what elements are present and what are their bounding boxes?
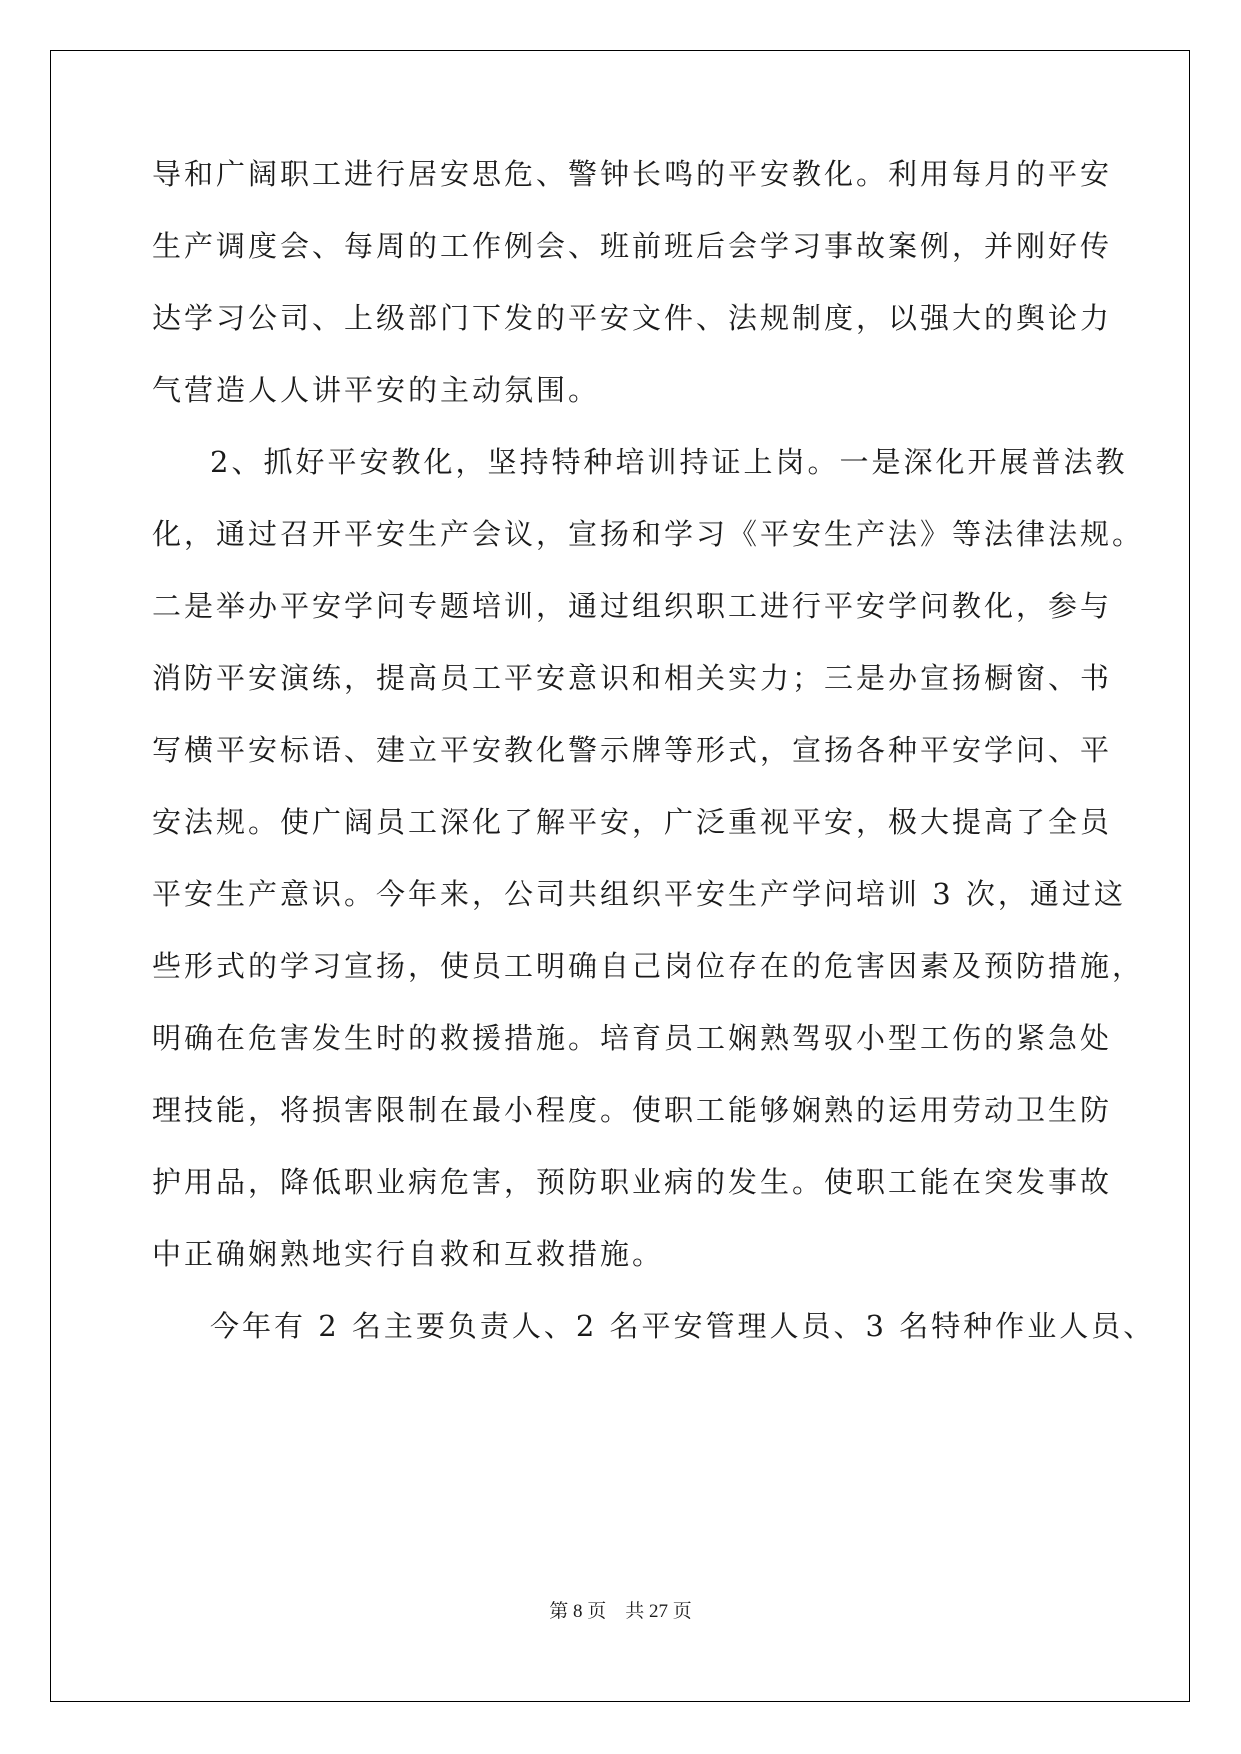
paragraph-start-line: 2、抓好平安教化，坚持特种培训持证上岗。一是深化开展普法教 [210,445,1128,479]
text-line: 写横平安标语、建立平安教化警示牌等形式，宣扬各种平安学问、平 [152,733,1113,767]
text-line: 二是举办平安学问专题培训，通过组织职工进行平安学问教化，参与 [152,589,1113,623]
text-line: 气营造人人讲平安的主动氛围。 [152,373,601,407]
text-line: 中正确娴熟地实行自救和互救措施。 [152,1237,665,1271]
text-line: 护用品，降低职业病危害，预防职业病的发生。使职工能在突发事故 [152,1165,1113,1199]
text-line: 理技能，将损害限制在最小程度。使职工能够娴熟的运用劳动卫生防 [152,1093,1113,1127]
text-line: 明确在危害发生时的救援措施。培育员工娴熟驾驭小型工伤的紧急处 [152,1021,1113,1055]
text-line: 达学习公司、上级部门下发的平安文件、法规制度，以强大的舆论力 [152,301,1113,335]
text-line: 安法规。使广阔员工深化了解平安，广泛重视平安，极大提高了全员 [152,805,1113,839]
text-line: 平安生产意识。今年来，公司共组织平安生产学问培训 3 次，通过这 [152,877,1126,911]
text-line: 生产调度会、每周的工作例会、班前班后会学习事故案例，并刚好传 [152,229,1113,263]
text-line: 些形式的学习宣扬，使员工明确自己岗位存在的危害因素及预防措施， [152,949,1145,983]
paragraph-start-line: 今年有 2 名主要负责人、2 名平安管理人员、3 名特种作业人员、 [210,1309,1156,1343]
text-line: 导和广阔职工进行居安思危、警钟长鸣的平安教化。利用每月的平安 [152,157,1113,191]
text-line: 消防平安演练，提高员工平安意识和相关实力；三是办宣扬橱窗、书 [152,661,1113,695]
page-number-footer: 第 8 页 共 27 页 [549,1601,692,1622]
text-line: 化，通过召开平安生产会议，宣扬和学习《平安生产法》等法律法规。 [152,517,1145,551]
